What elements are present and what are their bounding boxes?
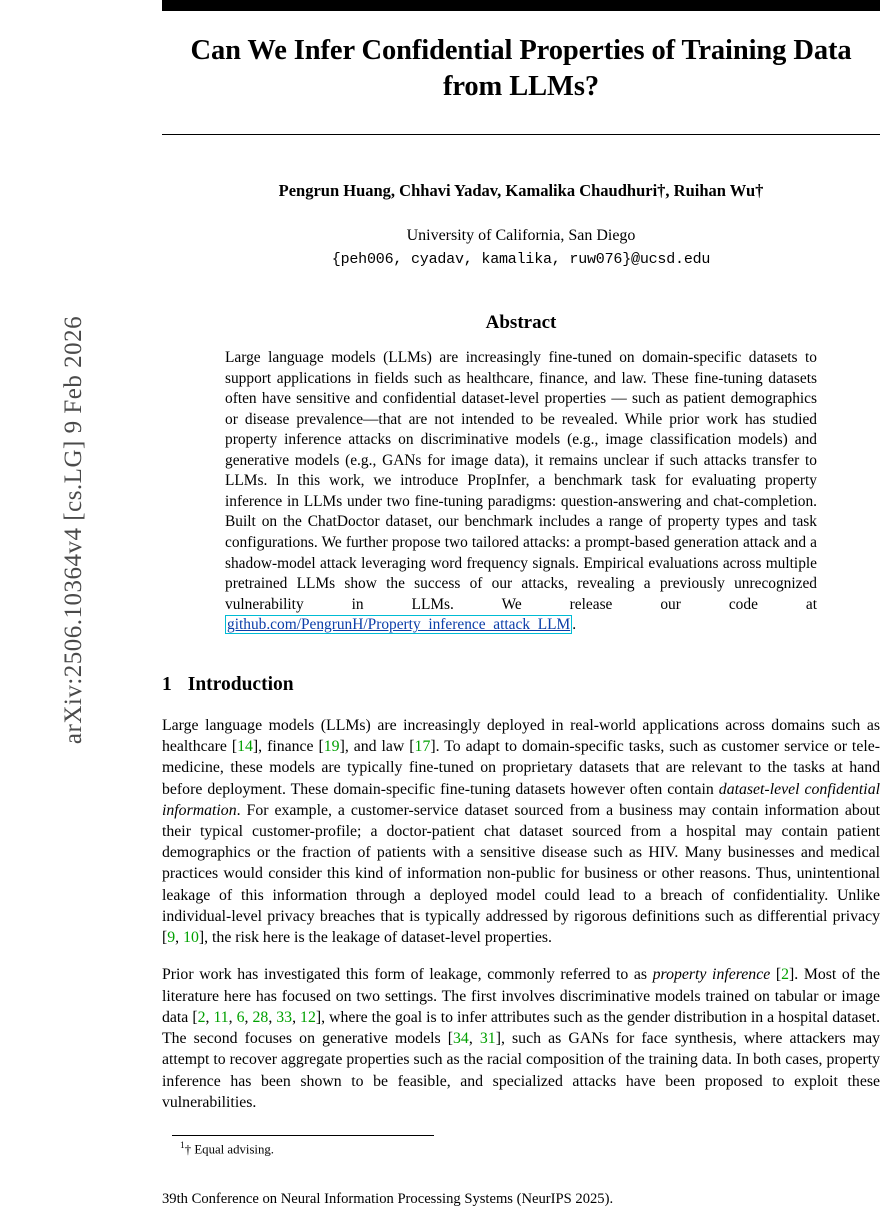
citation-link[interactable]: 2 bbox=[781, 966, 790, 984]
author-list: Pengrun Huang, Chhavi Yadav, Kamalika Chaudhuri†, Ruihan Wu† bbox=[278, 180, 764, 200]
citation-link[interactable]: 14 bbox=[237, 738, 253, 756]
abstract-text-after-link: . bbox=[572, 616, 577, 634]
footnote-dagger: † bbox=[184, 1142, 192, 1157]
citation-link[interactable]: 10 bbox=[183, 929, 199, 947]
section-title: Introduction bbox=[187, 673, 294, 695]
footnote-separator bbox=[172, 1135, 434, 1136]
venue-line: 39th Conference on Neural Information Processing Systems (NeurIPS 2025). bbox=[162, 1191, 614, 1208]
citation-link[interactable]: 17 bbox=[414, 738, 431, 756]
abstract-heading: Abstract bbox=[485, 311, 557, 333]
abstract-text-before-link: Large language models (LLMs) are increasingly fine-tuned on domain-specific datasets to support applications in fields such as healthcare, finance, and law. These fine-tuning datasets often have sensitive and confidential dataset-level properties — such as patient demographics or disease prevalence—that are not intended to be revealed. While prior work has studied property inference attacks on discriminative models (e.g., image classification models) and generative models (e.g., GANs for image data), it remains unclear if such attacks transfer to LLMs. In this work, we introduce PropInfer, a benchmark task for evaluating property inference in LLMs under two fine-tuning paradigms: question-answering and chat-completion. Built on the ChatDoctor dataset, our benchmark includes a range of property types and task configurations. We further propose two tailored attacks: a prompt-based generation attack and a shadow-model attack leveraging word frequency signals. Empirical evaluations across multiple pretrained LLMs show the success of our attacks, revealing a previously unrecognized vulnerability in LLMs. We release our code at bbox=[225, 348, 817, 613]
citation-link[interactable]: 34 bbox=[453, 1030, 469, 1048]
section-heading-introduction bbox=[162, 674, 880, 696]
abstract-body bbox=[225, 348, 817, 636]
citation-link[interactable]: 6 bbox=[236, 1008, 245, 1026]
top-black-bar bbox=[162, 0, 880, 11]
citation-link[interactable]: 11 bbox=[213, 1008, 229, 1026]
paper-page bbox=[162, 0, 880, 1208]
paragraph-intro-1: Large language models (LLMs) are increasingly deployed in real-world applications across domains such as healthcare [14], finance [19], and law [17]. To adapt to domain-specific tasks, such as customer service or tele-medicine, these models are typically fine-tuned on proprietary datasets that are relevant to the tasks at hand before deployment. These domain-specific fine-tuning datasets however often contain dataset-level confidential information. For example, a customer-service dataset sourced from a business may contain information about their typical customer-profile; a doctor-patient chat dataset sourced from a hospital may contain patient demographics or the fraction of patients with a sensitive disease such as HIV. Many businesses and medical practices would consider this kind of information non-public for business or other reasons. Thus, unintentional leakage of this information through a deployed model could lead to a breach of confidentiality. Unlike individual-level privacy breaches that is typically addressed by rigorous definitions such as differential privacy [9, 10], the risk here is the leakage of dataset-level properties. bbox=[162, 716, 880, 947]
page-title: Can We Infer Confidential Properties of Training Data from LLMs? bbox=[190, 35, 852, 103]
code-repository-link[interactable]: github.com/PengrunH/Property_inference_attack_LLM bbox=[227, 616, 571, 634]
citation-link[interactable]: 12 bbox=[300, 1008, 316, 1026]
section-number: 1 bbox=[162, 673, 172, 695]
citation-link[interactable]: 2 bbox=[197, 1008, 206, 1026]
title-rule bbox=[162, 134, 880, 135]
paragraph-intro-2: Prior work has investigated this form of leakage, commonly referred to as property inference [2]. Most of the literature here has focused on two settings. The first involves discriminative models trained on tabular or image data [2, 11, 6, 28, 33, 12], where the goal is to infer attributes such as the gender distribution in a hospital dataset. The second focuses on generative models [34, 31], such as GANs for face synthesis, where attackers may attempt to recover aggregate properties such as the racial composition of the training data. In both cases, property inference has been shown to be feasible, and specialized attacks have been proposed to exploit these vulnerabilities. bbox=[162, 966, 881, 1111]
footnote-text: Equal advising. bbox=[194, 1142, 274, 1157]
emphasis-text: property inference bbox=[652, 966, 771, 984]
emphasis-text: dataset-level confidential information bbox=[162, 780, 880, 819]
citation-link[interactable]: 31 bbox=[479, 1030, 496, 1048]
citation-link[interactable]: 19 bbox=[323, 738, 340, 756]
affiliation: University of California, San Diego bbox=[406, 226, 636, 244]
footnote bbox=[180, 1141, 880, 1157]
citation-link[interactable]: 33 bbox=[276, 1008, 293, 1026]
arxiv-stamp: arXiv:2506.10364v4 [cs.LG] 9 Feb 2026 bbox=[60, 315, 87, 745]
citation-link[interactable]: 9 bbox=[167, 929, 176, 947]
citation-link[interactable]: 28 bbox=[252, 1008, 269, 1026]
email-addresses: {peh006, cyadav, kamalika, ruw076}@ucsd.edu bbox=[331, 250, 711, 268]
footnote-marker: 1 bbox=[180, 1141, 185, 1152]
